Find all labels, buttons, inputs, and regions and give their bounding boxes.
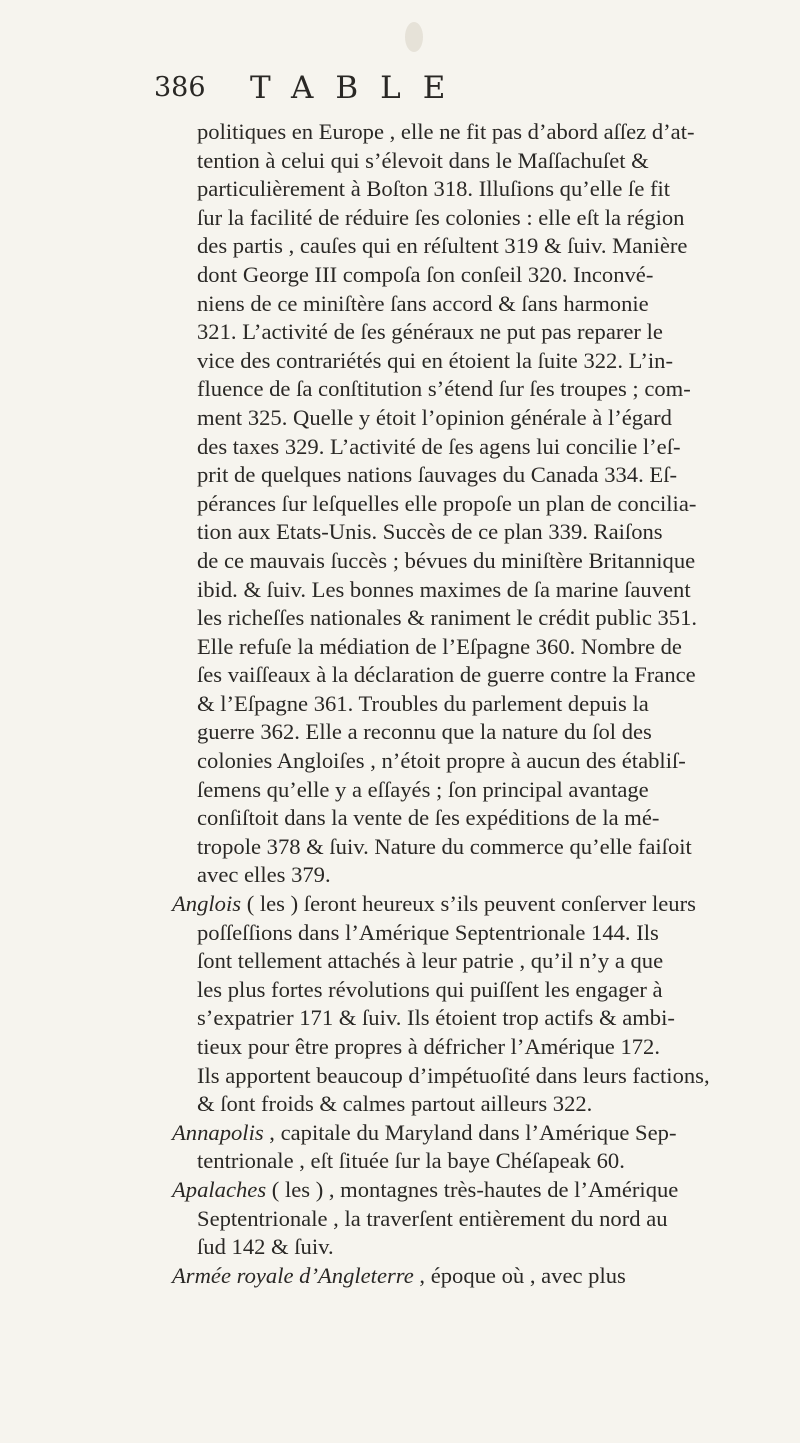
text-line [172,661,757,690]
line-text: ( les ) ſeront heureux s’ils peuvent conſerver leurs [241,891,696,917]
line-text: ſes vaiſſeaux à la déclaration de guerre contre la France [197,662,696,688]
text-line [172,747,757,776]
line-text: tention à celui qui s’élevoit dans le Maſſachuſet & [197,147,649,173]
text-line [172,976,757,1005]
line-text: 321. L’activité de ſes généraux ne put pas reparer le [197,319,663,345]
line-text: particulièrement à Boſton 318. Illuſions qu’elle ſe fit [197,176,671,202]
line-text: ment 325. Quelle y étoit l’opinion générale à l’égard [197,404,672,430]
text-line [172,1233,757,1262]
running-title: TABLE [250,70,468,106]
index-entry-line [172,1176,757,1205]
text-line [172,404,757,433]
line-text: ſont tellement attachés à leur patrie , qu’il n’y a que [197,948,664,974]
page-header [154,70,634,110]
entry-headword: Anglois [172,891,242,917]
line-text: conſiſtoit dans la vente de ſes expéditions de la mé- [197,805,660,831]
line-text: s’expatrier 171 & ſuiv. Ils étoient trop actifs & ambi- [197,1005,675,1031]
line-text: , capitale du Maryland dans l’Amérique Sep- [263,1119,677,1145]
text-line [172,461,757,490]
line-text: fluence de ſa conſtitution s’étend ſur ſes troupes ; com- [197,376,691,402]
line-text: les plus fortes révolutions qui puiſſent les engager à [197,976,663,1002]
text-line [172,776,757,805]
line-text: les richeſſes nationales & raniment le crédit public 351. [197,605,698,631]
ink-blot [405,22,423,52]
text-line [172,947,757,976]
page-number: 386 [154,72,206,103]
text-line [172,175,757,204]
text-line [172,518,757,547]
line-text: niens de ce miniſtère ſans accord & ſans harmonie [197,290,649,316]
line-text: ſemens qu’elle y a eſſayés ; ſon principal avantage [197,776,649,802]
text-line [172,261,757,290]
text-line [172,576,757,605]
line-text: politiques en Europe , elle ne fit pas d’abord aſſez d’at- [197,119,695,144]
text-line [172,1062,757,1091]
text-line [172,633,757,662]
text-line [172,833,757,862]
line-text: guerre 362. Elle a reconnu que la nature du ſol des [197,719,652,745]
text-line [172,547,757,576]
line-text: tion aux Etats-Unis. Succès de ce plan 339. Raiſons [197,519,663,545]
line-text: poſſeſſions dans l’Amérique Septentrionale 144. Ils [197,919,659,945]
text-line [172,1033,757,1062]
index-text-block [172,118,757,1290]
text-line [172,232,757,261]
line-text: ( les ) , montagnes très-hautes de l’Amérique [266,1176,679,1202]
line-text: pérances ſur leſquelles elle propoſe un plan de concilia- [197,490,697,516]
text-line [172,604,757,633]
line-text: tieux pour être propres à défricher l’Amérique 172. [197,1034,660,1059]
line-text: dont George III compoſa ſon conſeil 320. Inconvé- [197,261,654,287]
line-text: ſud 142 & ſuiv. [197,1234,334,1260]
text-line [172,490,757,519]
text-line [172,318,757,347]
line-text: vice des contrariétés qui en étoient la ſuite 322. L’in- [197,347,673,373]
text-line [172,690,757,719]
text-line [172,433,757,462]
text-line [172,375,757,404]
entry-headword: Annapolis [172,1119,264,1145]
line-text: tentrionale , eſt ſituée ſur la baye Chéſapeak 60. [197,1148,625,1174]
text-line [172,1004,757,1033]
line-text: prit de quelques nations ſauvages du Canada 334. Eſ- [197,462,677,488]
line-text: Elle refuſe la médiation de l’Eſpagne 360. Nombre de [197,633,682,659]
line-text: des taxes 329. L’activité de ſes agens lui concilie l’eſ- [197,433,681,459]
line-text: , époque où , avec plus [413,1262,626,1288]
text-line [172,118,757,147]
line-text: & ſont froids & calmes partout ailleurs 322. [197,1091,593,1117]
line-text: ibid. & ſuiv. Les bonnes maximes de ſa marine ſauvent [197,576,691,602]
text-line [172,718,757,747]
text-line [172,204,757,233]
text-line [172,919,757,948]
text-line [172,1205,757,1234]
line-text: Ils apportent beaucoup d’impétuoſité dans leurs factions, [197,1062,710,1088]
text-line [172,804,757,833]
entry-headword: Apalaches [172,1176,267,1202]
line-text: ſur la facilité de réduire ſes colonies : elle eſt la région [197,204,685,230]
line-text: & l’Eſpagne 361. Troubles du parlement depuis la [197,690,649,716]
line-text: des partis , cauſes qui en réſultent 319 & ſuiv. Manière [197,233,688,259]
text-line [172,1147,757,1176]
text-line [172,347,757,376]
line-text: colonies Angloiſes , n’étoit propre à aucun des établiſ- [197,748,686,774]
text-line [172,1090,757,1119]
text-line [172,147,757,176]
index-entry-line [172,890,757,919]
line-text: tropole 378 & ſuiv. Nature du commerce qu’elle faiſoit [197,833,692,859]
index-entry-line [172,1119,757,1148]
text-line [172,290,757,319]
text-line [172,861,757,890]
line-text: Septentrionale , la traverſent entièrement du nord au [197,1205,668,1231]
line-text: avec elles 379. [197,862,331,888]
line-text: de ce mauvais ſuccès ; bévues du miniſtère Britannique [197,547,696,573]
entry-headword: Armée royale d’Angleterre [172,1262,414,1288]
index-entry-line [172,1262,757,1291]
